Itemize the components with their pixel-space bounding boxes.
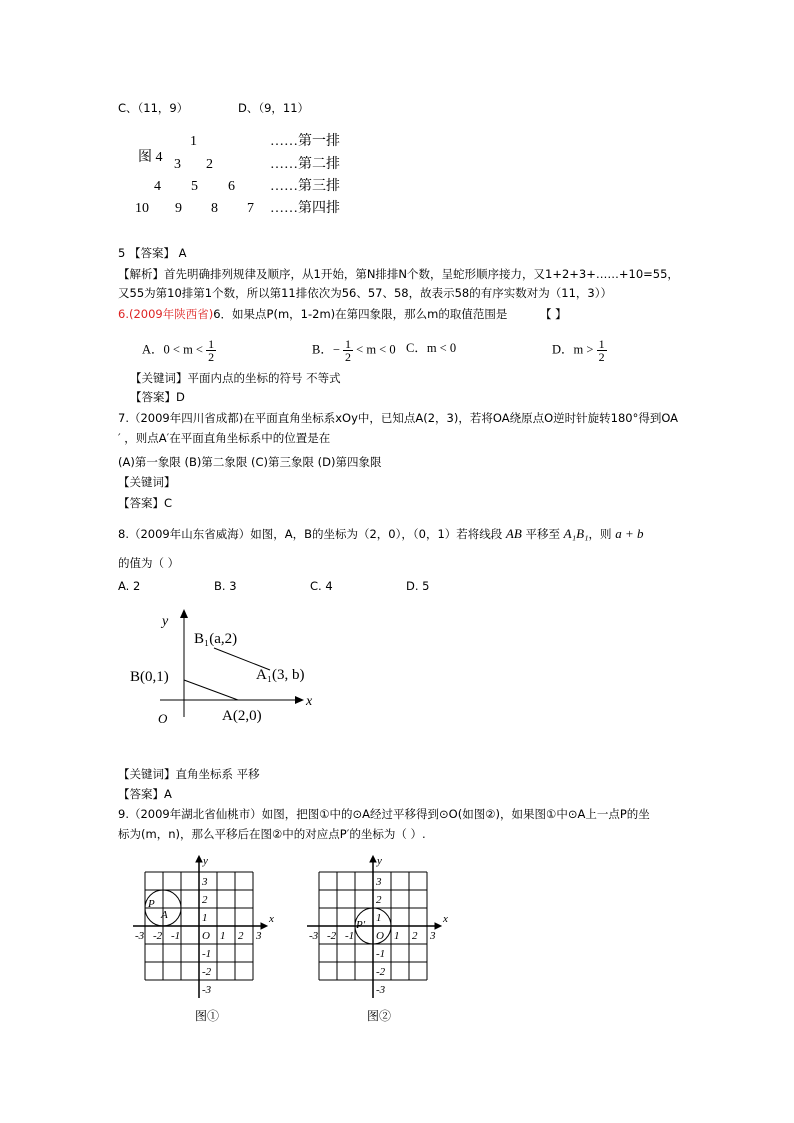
q8-option: A. 2 bbox=[118, 579, 141, 593]
x-label: x bbox=[306, 694, 313, 709]
q8-text: 平移至 bbox=[525, 527, 560, 541]
b1-label: B₁(a,2) bbox=[194, 631, 238, 647]
y-tick-label: -3 bbox=[376, 984, 386, 996]
row-name: ……第四排 bbox=[270, 201, 340, 216]
row-name: ……第三排 bbox=[270, 179, 340, 194]
y-tick-label: -1 bbox=[202, 948, 212, 960]
x-tick-label: -2 bbox=[153, 930, 163, 942]
x-tick-label: 1 bbox=[220, 930, 226, 942]
q8-text: ，则 bbox=[588, 527, 612, 541]
q7-keywords: 【关键词】 bbox=[118, 475, 176, 489]
point-p-label: P bbox=[148, 898, 155, 910]
q6-source: 6.(2009年陕西省) bbox=[118, 307, 214, 321]
row3-num: 4 bbox=[154, 179, 161, 194]
q8-option: C. 4 bbox=[310, 579, 333, 593]
y-arrow-icon bbox=[370, 856, 376, 862]
x-tick-label: 2 bbox=[238, 930, 244, 942]
row2-num: 2 bbox=[206, 157, 213, 172]
q8-figure bbox=[120, 605, 330, 730]
q9-stem: 标为(m，n)，那么平移后在图②中的对应点P′的坐标为（ ）. bbox=[118, 827, 426, 841]
y-axis-label: y bbox=[203, 855, 208, 867]
y-tick-label: 2 bbox=[202, 894, 208, 906]
q5-answer: 5 【答案】 A bbox=[118, 246, 187, 260]
q6-keywords: 【关键词】平面内点的坐标的符号 不等式 bbox=[130, 371, 341, 385]
x-arrow-icon bbox=[295, 696, 304, 704]
q5-analysis: 【解析】首先明确排列规律及顺序，从1开始，第N排排N个数，呈蛇形顺序接力，又1+2+3+……+10=55， bbox=[118, 267, 679, 281]
b-label: B(0,1) bbox=[130, 669, 169, 685]
row-name: ……第一排 bbox=[270, 134, 340, 149]
q8-answer: 【答案】A bbox=[118, 787, 172, 801]
q7-stem: ′ ，则点A′在平面直角坐标系中的位置是在 bbox=[118, 431, 331, 445]
x-arrow-icon bbox=[435, 923, 441, 929]
q8-seg: AB bbox=[505, 526, 522, 541]
row4-num: 9 bbox=[175, 201, 182, 216]
frac-den: 2 bbox=[208, 350, 215, 364]
y-tick-label: 1 bbox=[202, 912, 208, 924]
q6-option-a bbox=[142, 338, 216, 363]
origin-label: O bbox=[376, 930, 384, 942]
x-axis-label: x bbox=[443, 913, 448, 925]
option-d: D、（9，11） bbox=[238, 101, 310, 115]
option-b-text: B．− bbox=[312, 342, 340, 357]
q8-option: D. 5 bbox=[406, 579, 430, 593]
q6-stem bbox=[118, 306, 507, 322]
frac-den: 2 bbox=[345, 350, 352, 364]
y-axis-label: y bbox=[377, 855, 382, 867]
frac-den: 2 bbox=[598, 350, 605, 364]
row1-num: 1 bbox=[190, 134, 197, 149]
y-tick-label: 3 bbox=[202, 876, 208, 888]
y-label: y bbox=[162, 614, 169, 629]
q6-bracket: 【 】 bbox=[540, 307, 567, 321]
x-axis-label: x bbox=[269, 913, 274, 925]
figure-2-caption: 图② bbox=[367, 1009, 392, 1023]
row4-num: 8 bbox=[211, 201, 218, 216]
y-arrow-icon bbox=[196, 856, 202, 862]
q9-figure-1 bbox=[118, 852, 288, 1024]
row4-num: 7 bbox=[247, 201, 254, 216]
q8-keywords: 【关键词】直角坐标系 平移 bbox=[118, 767, 260, 781]
figure-4-label: 图 4 bbox=[138, 150, 163, 165]
figure-4 bbox=[130, 130, 350, 220]
option-b-tail: < m < 0 bbox=[356, 342, 396, 357]
x-tick-label: 1 bbox=[394, 930, 400, 942]
x-tick-label: -3 bbox=[135, 930, 145, 942]
y-tick-label: -2 bbox=[202, 966, 212, 978]
q5-analysis: 又55为第10排第1个数，所以第11排依次为56、57、58，故表示58的有序实数对为（11，3）） bbox=[118, 286, 612, 300]
row3-num: 6 bbox=[228, 179, 235, 194]
point-a-label: A bbox=[161, 909, 168, 921]
origin-label: O bbox=[158, 711, 168, 726]
a1-label: A₁(3, b) bbox=[256, 667, 305, 683]
x-tick-label: 3 bbox=[256, 930, 262, 942]
y-tick-label: -1 bbox=[376, 948, 386, 960]
q7-answer: 【答案】C bbox=[118, 496, 173, 510]
frac-num: 1 bbox=[598, 337, 605, 351]
y-tick-label: 3 bbox=[376, 876, 382, 888]
q8-expr: a + b bbox=[615, 526, 644, 541]
origin-label: O bbox=[202, 930, 210, 942]
x-tick-label: -2 bbox=[327, 930, 337, 942]
q6-option-b bbox=[312, 338, 396, 363]
option-c: C、（11，9） bbox=[118, 101, 189, 115]
q6-answer: 【答案】D bbox=[130, 390, 185, 404]
q7-stem: 7.（2009年四川省成都)在平面直角坐标系xOy中，已知点A(2，3)，若将OA绕原点O逆时针旋转180°得到OA bbox=[118, 411, 679, 425]
x-tick-label: 3 bbox=[430, 930, 436, 942]
x-arrow-icon bbox=[261, 923, 267, 929]
row3-num: 5 bbox=[191, 179, 198, 194]
q9-stem: 9.（2009年湖北省仙桃市）如图，把图①中的⊙A经过平移得到⊙O(如图②)，如果图①中⊙A上一点P的坐 bbox=[118, 807, 650, 821]
q8-text: 8.（2009年山东省威海）如图，A，B的坐标为（2，0），（0，1）若将线段 bbox=[118, 527, 503, 541]
figure-1-caption: 图① bbox=[195, 1009, 220, 1023]
q8-stem bbox=[118, 526, 643, 542]
x-tick-label: 2 bbox=[412, 930, 418, 942]
row4-num: 10 bbox=[135, 201, 149, 216]
y-tick-label: 2 bbox=[376, 894, 382, 906]
x-tick-label: -3 bbox=[309, 930, 319, 942]
option-a-text: A．0 < m < bbox=[142, 342, 203, 357]
frac-num: 1 bbox=[345, 337, 352, 351]
q8-seg2: A₁B₁ bbox=[563, 526, 589, 541]
point-p-prime-label: P′ bbox=[356, 919, 366, 931]
y-tick-label: 1 bbox=[376, 912, 382, 924]
q8-stem-end: 的值为（ ） bbox=[118, 556, 180, 570]
q7-options: (A)第一象限 (B)第二象限 (C)第三象限 (D)第四象限 bbox=[118, 455, 382, 469]
y-tick-label: -2 bbox=[376, 966, 386, 978]
q6-text: 6．如果点P(m，1-2m)在第四象限，那么m的取值范围是 bbox=[213, 307, 508, 321]
y-tick-label: -3 bbox=[202, 984, 212, 996]
x-tick-label: -1 bbox=[345, 930, 355, 942]
a-label: A(2,0) bbox=[222, 708, 262, 724]
q9-figure-2 bbox=[292, 852, 462, 1024]
y-arrow-icon bbox=[180, 609, 188, 618]
frac-num: 1 bbox=[208, 337, 215, 351]
x-tick-label: -1 bbox=[171, 930, 181, 942]
row2-num: 3 bbox=[174, 157, 181, 172]
q6-option-d bbox=[552, 338, 607, 363]
q6-option-c: C．m < 0 bbox=[406, 341, 457, 355]
option-d-text: D．m > bbox=[552, 342, 594, 357]
row-name: ……第二排 bbox=[270, 157, 340, 172]
segment-ab bbox=[184, 680, 238, 700]
q8-option: B. 3 bbox=[214, 579, 237, 593]
